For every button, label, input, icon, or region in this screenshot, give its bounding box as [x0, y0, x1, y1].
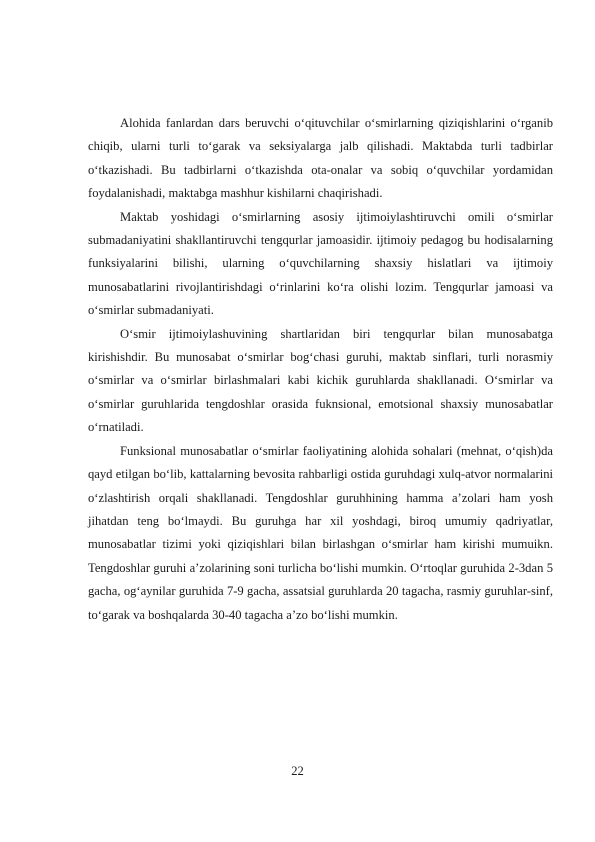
paragraph-1: Alohida fanlardan dars beruvchi o‘qituvchilar o‘smirlarning qiziqishlarini o‘rganib chiqib, ularni turli to‘garak va seksiyalarga jalb qilishadi. Maktabda turli tadbirlar o‘tkazishadi. Bu tadbirlarni o‘tkazishda ota-onalar va sobiq o‘quvchilar yordamidan foydalanishadi, maktabga mashhur kishilarni chaqirishadi.	[88, 116, 553, 201]
paragraph-3: O‘smir ijtimoiylashuvining shartlaridan biri tengqurlar bilan munosabatga kirishishdir. Bu munosabat o‘smirlar bog‘chasi guruhi, maktab sinflari, turli norasmiy o‘smirlar va o‘smirlar birlashmalari kabi kichik guruhlarda shakllanadi. O‘smirlar va o‘smirlar guruhlarida tengdoshlar orasida fuknsional, emotsional shaxsiy munosabatlar o‘rnatiladi.	[88, 326, 553, 435]
page-number: 22	[291, 764, 304, 778]
paragraph-4: Funksional munosabatlar o‘smirlar faoliyatining alohida sohalari (mehnat, o‘qish)da qayd etilgan bo‘lib, kattalarning bevosita rahbarligi ostida guruhdagi xulq-atvor normalarini o‘zlashtirish orqali shakllanadi. Tengdoshlar guruhhining hamma a’zolari ham yosh jihatdan teng bo‘lmaydi. Bu guruhga har xil yoshdagi, biroq umumiy qadriyatlar, munosabatlar tizimi yoki qiziqishlari bilan birlashgan o‘smirlar ham kirishi mumuikn. Tengdoshlar guruhi a’zolarining soni turlicha bo‘lishi mumkin. O‘rtoqlar guruhida 2-3dan 5 gacha, og‘aynilar guruhida 7-9 gacha, assatsial guruhlarda 20 tagacha, rasmiy guruhlar-sinf, to‘garak va boshqalarda 30-40 tagacha a’zo bo‘lishi mumkin.	[88, 443, 553, 622]
body-text	[88, 112, 553, 627]
paragraph-2: Maktab yoshidagi o‘smirlarning asosiy ijtimoiylashtiruvchi omili o‘smirlar submadaniyatini shakllantiruvchi tengqurlar jamoasidir. ijtimoiy pedagog bu hodisalarning funksiyalarini bilishi, ularning o‘quvchilarning shaxsiy hislatlari va ijtimoiy munosabatlarini rivojlantirishdagi o‘rinlarini ko‘ra olishi lozim. Tengqurlar jamoasi va o‘smirlar submadaniyati.	[88, 209, 553, 318]
